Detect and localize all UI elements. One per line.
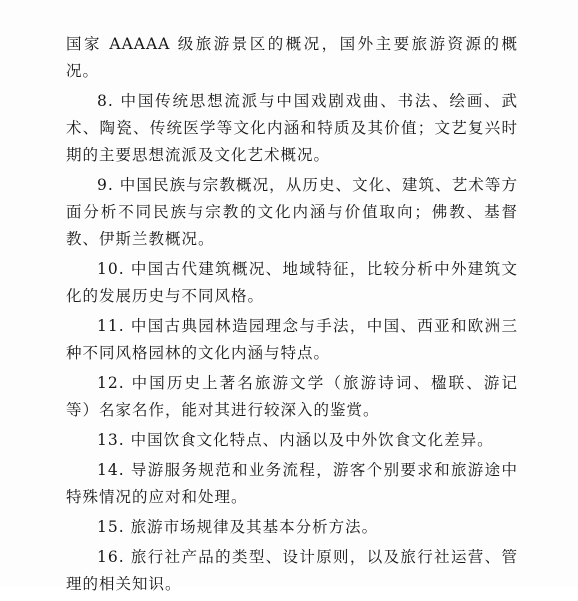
paragraph-item-9: 9. 中国民族与宗教概况，从历史、文化、建筑、艺术等方面分析不同民族与宗教的文化内涵与价值取向；佛教、基督教、伊斯兰教概况。 bbox=[66, 176, 518, 248]
paragraph-item-13: 13. 中国饮食文化特点、内涵以及中外饮食文化差异。 bbox=[97, 431, 494, 449]
paragraph-item-15: 15. 旅游市场规律及其基本分析方法。 bbox=[97, 518, 379, 536]
paragraph-item-12: 12. 中国历史上著名旅游文学（旅游诗词、楹联、游记等）名家名作，能对其进行较深入的鉴赏。 bbox=[66, 374, 518, 419]
paragraph-item-16: 16. 旅行社产品的类型、设计原则，以及旅行社运营、管理的相关知识。 bbox=[66, 548, 518, 593]
paragraph-item-10: 10. 中国古代建筑概况、地域特征，比较分析中外建筑文化的发展历史与不同风格。 bbox=[66, 260, 518, 305]
paragraph-item-14: 14. 导游服务规范和业务流程，游客个别要求和旅游途中特殊情况的应对和处理。 bbox=[66, 461, 518, 506]
paragraph-continued-scenic-areas: 国家 AAAAA 级旅游景区的概况，国外主要旅游资源的概况。 bbox=[66, 35, 518, 80]
paragraph-item-8: 8. 中国传统思想流派与中国戏剧戏曲、书法、绘画、武术、陶瓷、传统医学等文化内涵和特质及其价值；文艺复兴时期的主要思想流派及文化艺术概况。 bbox=[66, 92, 518, 164]
paragraph-item-11: 11. 中国古典园林造园理念与手法，中国、西亚和欧洲三种不同风格园林的文化内涵与特点。 bbox=[66, 317, 518, 362]
document-body bbox=[66, 31, 518, 601]
